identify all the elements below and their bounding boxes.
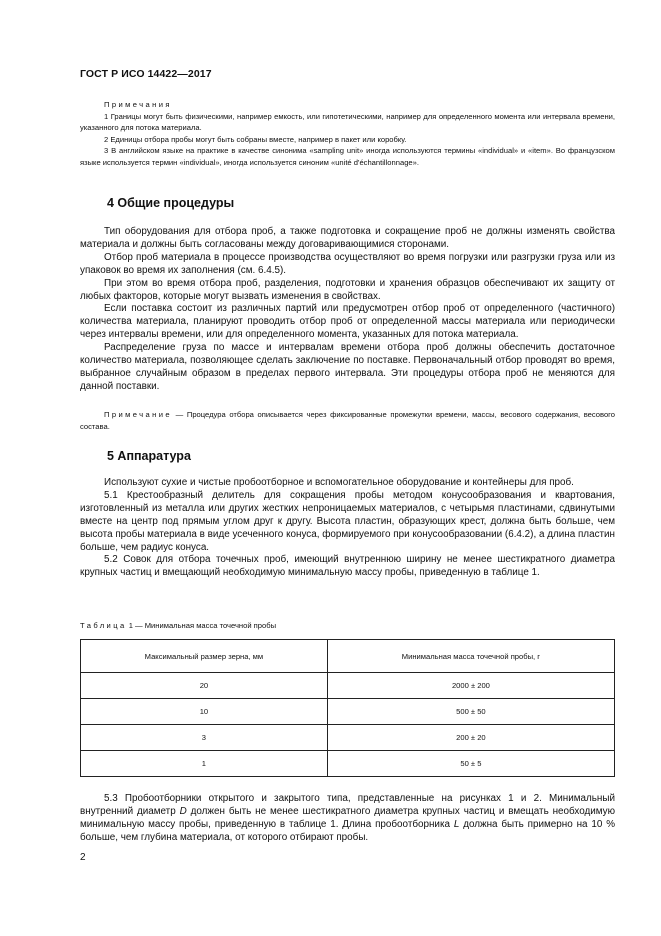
var-l: L <box>453 818 460 830</box>
note-item: 2 Единицы отбора пробы могут быть собраны вместе, например в пакет или коробку. <box>104 134 407 144</box>
section-4-heading: 4 Общие процедуры <box>107 196 235 210</box>
table-caption-text: 1 — Минимальная масса точечной пробы <box>126 621 277 630</box>
table-row <box>81 699 615 725</box>
note-item: 1 Границы могут быть физическими, например емкость, или гипотетическими, например для определенного момента или интервала времени, указанного для потока материала. <box>80 111 615 133</box>
table-row <box>81 673 615 699</box>
var-d: D <box>179 805 187 817</box>
section-5-heading: 5 Аппаратура <box>107 449 191 463</box>
page-number: 2 <box>80 852 86 863</box>
table-row <box>81 751 615 777</box>
text-run: должен быть не менее шестикратного диаметра крупных частиц и вмещать необходимую минимальную массу пробы, приведенную в таблице 1. Длина пробоотборника <box>80 805 615 830</box>
notes-block <box>80 99 615 169</box>
paragraph: Отбор проб материала в процессе производства осуществляют во время погрузки или разгрузки груза или из упаковок во время их заполнения (см. 6.4.5). <box>80 251 615 276</box>
text-run: должна быть примерно на 10 % больше, чем глубина материала, от которого отбирают пробы. <box>80 818 615 843</box>
min-mass-table <box>80 639 615 777</box>
paragraph: При этом во время отбора проб, разделения, подготовки и хранения образцов обеспечивают их защиту от любых факторов, которые могут вызвать изменения в свойствах. <box>80 277 615 302</box>
paragraph: Тип оборудования для отбора проб, а также подготовка и сокращение проб не должны изменять свойства материала и должны быть согласованы между договаривающимися сторонами. <box>80 226 615 250</box>
paragraph: Если поставка состоит из различных партий или предусмотрен отбор проб от определенного (частичного) количества материала, планируют проводить отбор проб от определенной массы материала или периодически через интервалы времени, или для определенного момента, указанных для потока материала. <box>80 303 615 341</box>
table-caption-label: Таблица <box>80 621 127 630</box>
table-header-row <box>81 640 615 673</box>
paragraph-5-2: 5.2 Совок для отбора точечных проб, имеющий внутреннюю ширину не менее шестикратного диаметра крупных частиц и вмещающий необходимую минимальную массу пробы, приведенную в таблице 1. <box>80 554 615 579</box>
paragraph-5-1: 5.1 Крестообразный делитель для сокращения пробы методом конусообразования и квартования, изготовленный из металла или других жестких непроницаемых материалов, с четырьмя пластинами, сдвинутыми вместе на центр под прямым углом друг к другу. Высота пластин, образующих крест, должна быть больше, чем высота пробы материала в виде усеченного конуса, формируемого при конусообразовании (6.4.2), а длина пластин больше, чем радиус конуса. <box>80 489 615 553</box>
note-item: 3 В английском языке на практике в качестве синонима «sampling unit» иногда используются термины «individual» и «item». Во французском языке используется термин «individual», иногда используется синоним «unité d'échantillonnage». <box>80 146 615 167</box>
table-cell: 20 <box>81 673 328 699</box>
notes-title: Примечания <box>104 100 172 109</box>
table-cell: 500 ± 50 <box>327 699 614 725</box>
paragraph: Распределение груза по массе и интервалам времени отбора проб должны обеспечить достаточное количество материала, позволяющее сделать заключение по поставке. Первоначальный отбор проводят во время, выбранное случайным образом в пределах первого интервала. Эти процедуры отбора проб не меняются для данной поставки. <box>80 342 615 392</box>
table-cell: 2000 ± 200 <box>327 673 614 699</box>
note-label: Примечание <box>104 410 172 419</box>
table-cell: 3 <box>81 725 328 751</box>
table-cell: 10 <box>81 699 328 725</box>
text-run: 5.3 Пробоотборники открытого и закрытого типа, представленные на рисунках 1 и 2. Минимальный внутренний диаметр <box>80 793 615 817</box>
section-4-body <box>80 226 615 394</box>
section-4-note <box>80 409 615 432</box>
table-caption <box>80 621 276 630</box>
column-header: Максимальный размер зерна, мм <box>81 640 328 673</box>
section-5-body <box>80 477 615 580</box>
column-header: Минимальная масса точечной пробы, г <box>327 640 614 673</box>
note-text: — Процедура отбора описывается через фиксированные промежутки времени, массы, весового содержания, весового состава. <box>80 410 615 431</box>
table-cell: 1 <box>81 751 328 777</box>
document-header: ГОСТ Р ИСО 14422—2017 <box>80 68 212 80</box>
table-row <box>81 725 615 751</box>
table-cell: 200 ± 20 <box>327 725 614 751</box>
table-cell: 50 ± 5 <box>327 751 614 777</box>
paragraph-5-3 <box>80 793 615 845</box>
paragraph: Используют сухие и чистые пробоотборное и вспомогательное оборудование и контейнеры для проб. <box>104 477 574 488</box>
